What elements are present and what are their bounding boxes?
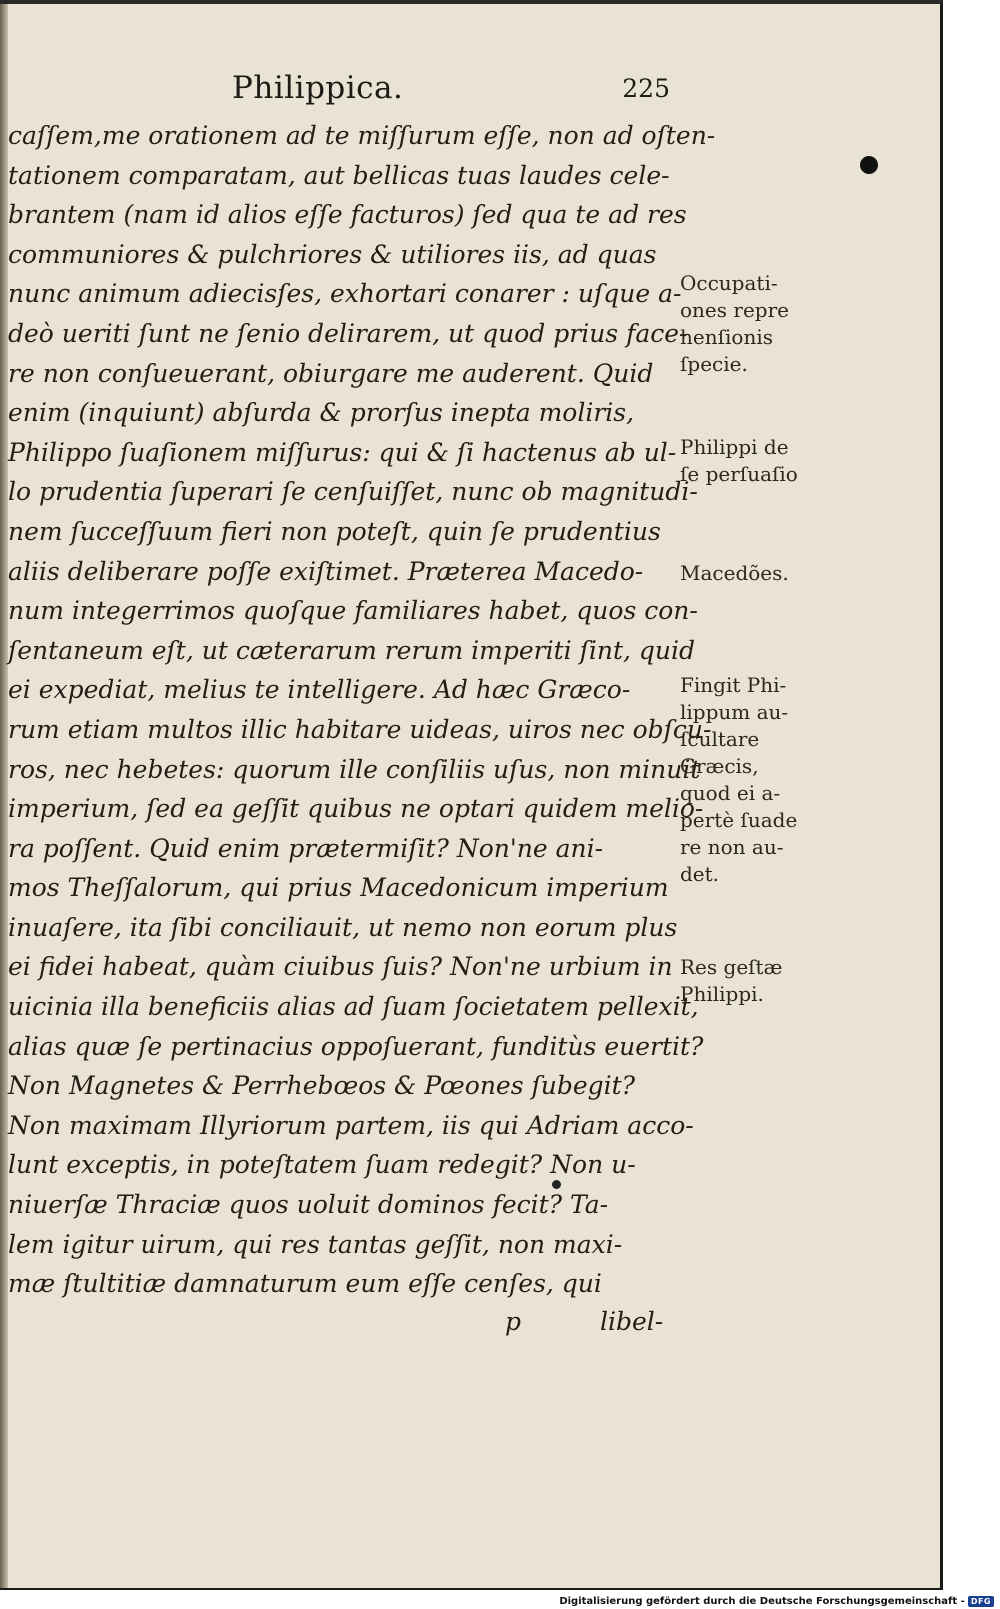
marginal-note-line: lippum au- <box>680 700 789 724</box>
marginal-note-line: ſpecie. <box>680 352 748 376</box>
text-line: aliis deliberare poſſe exiſtimet. Præterea Macedo- <box>8 556 644 586</box>
dfg-logo: DFG <box>968 1596 994 1607</box>
text-line: ra poſſent. Quid enim prætermiſit? Non'ne ani- <box>8 833 604 863</box>
catchword: libel- <box>600 1307 664 1336</box>
text-line: inuaſere, ita ſibi conciliauit, ut nemo non eorum plus <box>8 912 678 942</box>
text-line: lem igitur uirum, qui res tantas geſſit, non maxi- <box>8 1229 623 1259</box>
text-line: Non Magnetes & Perrhebœos & Pœones ſubegit? <box>8 1071 636 1101</box>
marginal-note-line: Fingit Phi- <box>680 673 787 697</box>
marginal-note-line: re non au- <box>680 835 784 859</box>
page-number: 225 <box>622 74 670 103</box>
text-line: brantem (nam id alios eſſe facturos) ſed qua te ad res <box>8 200 687 230</box>
marginal-note-line: ſe perſuaſio <box>680 462 798 486</box>
text-line: imperium, ſed ea geſſit quibus ne optari quidem melio- <box>8 794 704 824</box>
text-line: communiores & pulchriores & utiliores iis, ad quas <box>8 239 657 269</box>
marginal-note-line: Occupati- <box>680 271 778 295</box>
text-line: enim (inquiunt) abſurda & prorſus inepta moliris, <box>8 398 635 428</box>
page-title: Philippica. <box>232 70 404 106</box>
marginal-note-line: Philippi. <box>680 982 764 1006</box>
marginal-note <box>680 954 820 1008</box>
marginal-note-line: Res geſtæ <box>680 955 783 979</box>
text-line: ſentaneum eſt, ut cæterarum rerum imperiti ſint, quid <box>8 635 696 665</box>
marginal-note-line: Philippi de <box>680 435 789 459</box>
marginal-note-line: Græcis, <box>680 754 759 778</box>
marginal-note-line: quod ei a- <box>680 781 781 805</box>
text-line: rum etiam multos illic habitare uideas, uiros nec obſcu- <box>8 714 712 744</box>
marginal-note-line: Macedões. <box>680 561 789 585</box>
text-line: mæ ſtultitiæ damnaturum eum eſſe cenſes, qui <box>8 1269 602 1299</box>
text-line: lunt exceptis, in poteſtatem ſuam redegit? Non u- <box>8 1150 636 1180</box>
running-head <box>20 70 670 110</box>
text-line: mos Theſſalorum, qui prius Macedonicum imperium <box>8 873 669 903</box>
text-line: niuerſæ Thraciæ quos uoluit dominos fecit? Ta- <box>8 1190 609 1220</box>
page-gutter <box>0 4 8 1588</box>
ink-blot <box>860 156 878 174</box>
text-line: tationem comparatam, aut bellicas tuas laudes cele- <box>8 160 670 190</box>
signature-mark: p <box>505 1307 522 1336</box>
text-line: Non maximam Illyriorum partem, iis qui Adriam acco- <box>8 1110 694 1140</box>
marginal-note-line: det. <box>680 862 720 886</box>
text-line: uicinia illa beneficiis alias ad ſuam ſocietatem pellexit, <box>8 992 699 1022</box>
text-line: alias quæ ſe pertinacius oppoſuerant, funditùs euertit? <box>8 1031 704 1061</box>
text-line: lo prudentia ſuperari ſe cenſuiſſet, nunc ob magnitudi- <box>8 477 698 507</box>
text-line: Philippo ſuaſionem miſſurus: qui & ſi hactenus ab ul- <box>8 437 677 467</box>
digitization-credit <box>559 1596 994 1607</box>
ink-speck <box>552 1180 561 1189</box>
marginal-note <box>680 560 820 587</box>
marginal-note-line: henſionis <box>680 325 773 349</box>
marginal-note <box>680 270 820 378</box>
text-line: ei fidei habeat, quàm ciuibus ſuis? Non'ne urbium in <box>8 952 673 982</box>
text-line: ei expediat, melius te intelligere. Ad hæc Græco- <box>8 675 631 705</box>
marginal-note-line: ſcultare <box>680 727 760 751</box>
marginal-note <box>680 434 820 488</box>
text-line: re non conſueuerant, obiurgare me auderent. Quid <box>8 358 654 388</box>
text-line: num integerrimos quoſque familiares habet, quos con- <box>8 596 698 626</box>
text-line: ros, nec hebetes: quorum ille conſiliis uſus, non minuit <box>8 754 701 784</box>
text-line: deò ueriti ſunt ne ſenio delirarem, ut quod prius face- <box>8 318 688 348</box>
text-line: nem ſucceſſuum fieri non poteſt, quin ſe prudentius <box>8 516 661 546</box>
marginal-note <box>680 672 820 888</box>
text-line: nunc animum adiecisſes, exhortari conarer : uſque a- <box>8 279 682 309</box>
marginal-note-line: pertè ſuade <box>680 808 798 832</box>
text-line: caſſem,me orationem ad te miſſurum eſſe, non ad oſten- <box>8 121 716 150</box>
marginal-note-line: ones repre <box>680 298 789 322</box>
credit-text: Digitalisierung gefördert durch die Deutsche Forschungsgemeinschaft - <box>559 1596 965 1607</box>
